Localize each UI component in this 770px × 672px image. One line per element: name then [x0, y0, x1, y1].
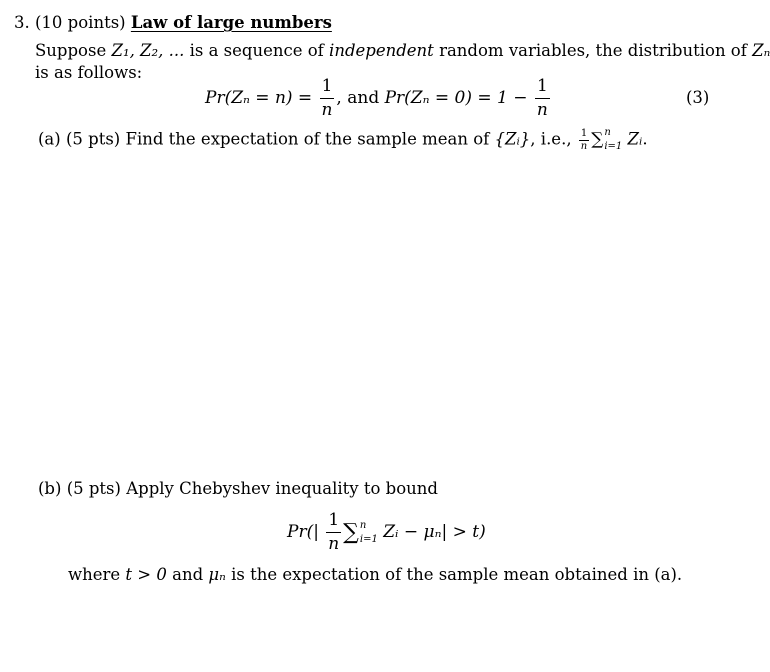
variable-zn: Zₙ: [752, 41, 770, 60]
problem-heading: [14, 12, 332, 34]
sum-limits: [604, 126, 622, 154]
where-clause: [68, 564, 682, 586]
part-a-text: Find the expectation of the sample mean of: [125, 129, 490, 149]
distribution-equation: [205, 78, 552, 119]
problem-points: (10 points): [35, 13, 126, 32]
equation-suffix: Zᵢ − μₙ| > t): [383, 522, 486, 542]
sum-upper: n: [359, 519, 367, 531]
intro-line-1: [35, 40, 770, 62]
sequence-math: Z₁, Z₂, ...: [111, 41, 185, 60]
part-a-ie: , i.e.,: [530, 129, 572, 149]
fraction-denominator: n: [321, 100, 333, 120]
chebyshev-equation: [287, 512, 486, 553]
fraction-numerator: 1: [326, 512, 341, 533]
part-b-label: (b): [38, 479, 62, 498]
fraction-denominator: n: [328, 534, 340, 554]
fraction-numerator: 1: [320, 78, 335, 99]
intro-text: random variables, the distribution of: [439, 41, 747, 60]
where-condition: t > 0: [125, 565, 167, 584]
sum-upper: n: [604, 127, 611, 138]
equation-and: and: [347, 88, 380, 108]
fraction-denominator: n: [580, 140, 588, 152]
where-text: and: [172, 565, 204, 584]
problem-number: 3.: [14, 13, 30, 32]
part-b: [38, 478, 438, 500]
fraction-denominator: n: [536, 100, 548, 120]
sum-symbol: ∑: [591, 129, 604, 150]
where-text: is the expectation of the sample mean obtained in (a).: [231, 565, 683, 584]
fraction-one-over-n: [326, 512, 341, 553]
part-a-label: (a): [38, 129, 61, 149]
sum-limits: [360, 519, 378, 547]
part-a-fraction: [579, 129, 589, 152]
sum-lower: i=1: [604, 141, 623, 152]
fraction-numerator: 1: [535, 78, 550, 99]
part-b-text: Apply Chebyshev inequality to bound: [126, 479, 438, 498]
part-a-points: (5 pts): [65, 129, 121, 149]
problem-title: Law of large numbers: [130, 13, 332, 32]
emphasis-independent: independent: [329, 41, 434, 60]
where-text: where: [68, 565, 121, 584]
fraction-numerator: 1: [580, 127, 588, 139]
sum-symbol: ∑: [343, 520, 359, 545]
part-a-period: .: [642, 129, 648, 149]
equation-rhs: Pr(Zₙ = 0) = 1 −: [384, 88, 528, 108]
equation-comma: ,: [336, 88, 342, 108]
intro-text: is a sequence of: [189, 41, 324, 60]
intro-text: Suppose: [35, 41, 107, 60]
part-a-set: {Zᵢ}: [494, 129, 531, 149]
intro-line-2: is as follows:: [35, 63, 143, 82]
part-b-points: (5 pts): [66, 479, 121, 498]
equation-number: (3): [686, 88, 710, 107]
fraction-one-over-n: [535, 78, 550, 119]
part-a: [38, 126, 648, 154]
sum-term: Zᵢ: [627, 129, 643, 149]
equation-lhs: Pr(Zₙ = n) =: [205, 88, 313, 108]
fraction-one-over-n: [320, 78, 335, 119]
where-variable: μₙ: [208, 565, 226, 584]
equation-prefix: Pr(|: [287, 522, 319, 542]
sum-lower: i=1: [359, 533, 378, 545]
